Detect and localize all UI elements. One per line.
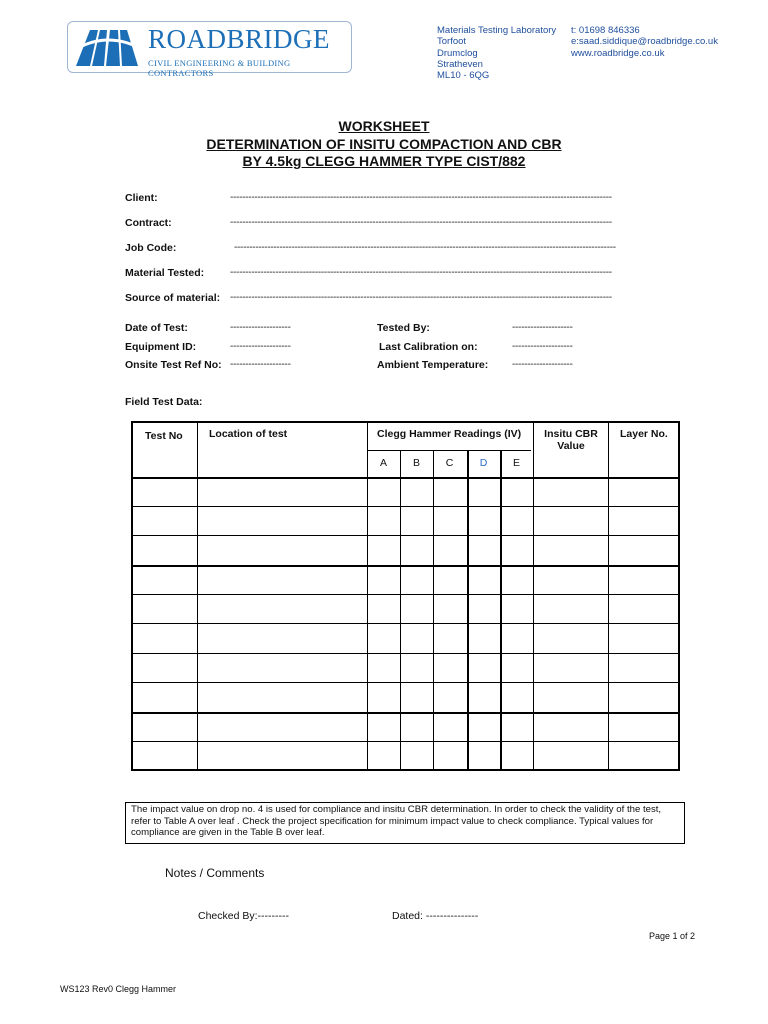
phone: t: 01698 846336 <box>571 25 640 36</box>
material-tested-field[interactable]: ------------------------------------------------------------------------------------------------------------------------------ <box>230 267 612 278</box>
tested-by-label: Tested By: <box>377 322 430 334</box>
subheader-a: A <box>379 457 387 469</box>
logo-subtitle: CIVIL ENGINEERING & BUILDING CONTRACTORS <box>148 58 291 78</box>
header-layer-no: Layer No. <box>620 428 668 440</box>
header-cbr-value: Insitu CBR Value <box>544 428 598 452</box>
col-divider <box>533 423 534 769</box>
address-line: Drumclog <box>437 47 478 59</box>
header-test-no: Test No <box>145 430 183 442</box>
source-field[interactable]: ------------------------------------------------------------------------------------------------------------------------------ <box>230 292 612 303</box>
col-divider <box>197 423 198 769</box>
row-divider <box>133 623 678 624</box>
date-of-test-field[interactable]: -------------------- <box>230 322 291 333</box>
tested-by-field[interactable]: -------------------- <box>512 322 573 333</box>
col-divider <box>367 423 368 769</box>
worksheet-title: WORKSHEET <box>338 118 430 134</box>
ambient-temp-label: Ambient Temperature: <box>377 359 489 371</box>
email-link[interactable]: e:saad.siddique@roadbridge.co.uk <box>571 36 718 48</box>
company-logo <box>67 21 352 78</box>
contact-block <box>571 25 718 59</box>
subheader-e: E <box>512 457 520 469</box>
row-divider <box>133 682 678 683</box>
source-label: Source of material: <box>125 292 221 304</box>
website-link[interactable]: www.roadbridge.co.uk <box>571 47 665 59</box>
material-tested-label: Material Tested: <box>125 267 205 279</box>
last-calibration-field[interactable]: -------------------- <box>512 341 573 352</box>
checked-by-field[interactable]: Checked By:--------- <box>198 910 289 922</box>
subheader-b: B <box>412 457 420 469</box>
contract-field[interactable]: ------------------------------------------------------------------------------------------------------------------------------ <box>230 217 612 228</box>
col-divider <box>400 450 401 769</box>
worksheet-subtitle-2: BY 4.5kg CLEGG HAMMER TYPE CIST/882 <box>242 153 526 169</box>
address-block <box>437 25 556 81</box>
field-test-data-label: Field Test Data: <box>125 396 203 408</box>
col-divider <box>500 450 502 769</box>
row-divider <box>133 477 678 479</box>
col-divider <box>467 450 469 769</box>
row-divider <box>133 712 678 714</box>
dated-field[interactable]: Dated: --------------- <box>392 910 479 922</box>
worksheet-subtitle-1: DETERMINATION OF INSITU COMPACTION AND CBR <box>206 136 562 152</box>
equipment-id-label: Equipment ID: <box>125 341 197 353</box>
onsite-ref-label: Onsite Test Ref No: <box>125 359 222 371</box>
row-divider <box>133 653 678 654</box>
col-divider <box>433 450 434 769</box>
last-calibration-label: Last Calibration on: <box>379 341 478 353</box>
field-test-table <box>131 421 680 771</box>
bridge-logo-icon <box>74 26 144 68</box>
client-label: Client: <box>125 192 158 204</box>
equipment-id-field[interactable]: -------------------- <box>230 341 291 352</box>
row-divider <box>133 565 678 567</box>
address-line: Stratheven <box>437 58 483 70</box>
clegg-subheader-line <box>367 450 531 451</box>
address-line: ML10 - 6QG <box>437 70 490 82</box>
notes-comments-label: Notes / Comments <box>165 866 265 880</box>
page-number: Page 1 of 2 <box>649 931 696 941</box>
logo-title: ROADBRIDGE <box>148 24 331 54</box>
contract-label: Contract: <box>125 217 172 229</box>
row-divider <box>133 741 678 742</box>
ambient-temp-field[interactable]: -------------------- <box>512 359 573 370</box>
row-divider <box>133 594 678 595</box>
header-clegg-readings: Clegg Hammer Readings (IV) <box>377 428 522 440</box>
job-code-label: Job Code: <box>125 242 177 254</box>
date-of-test-label: Date of Test: <box>125 322 188 334</box>
col-divider <box>608 423 609 769</box>
subheader-d: D <box>479 457 488 469</box>
compliance-note: The impact value on drop no. 4 is used for compliance and insitu CBR determination. In order to check the validity of the test, refer to Table A over leaf . Check the project specification for minimum impact value to check compliance. Typical values for compliance are given in the Table B over leaf. <box>125 802 685 844</box>
footer-document-ref: WS123 Rev0 Clegg Hammer <box>60 984 177 994</box>
row-divider <box>133 506 678 507</box>
onsite-ref-field[interactable]: -------------------- <box>230 359 291 370</box>
address-line: Torfoot <box>437 36 467 48</box>
job-code-field[interactable]: ------------------------------------------------------------------------------------------------------------------------------ <box>234 242 616 253</box>
subheader-c: C <box>445 457 454 469</box>
address-line: Materials Testing Laboratory <box>437 25 557 36</box>
client-field[interactable]: ------------------------------------------------------------------------------------------------------------------------------ <box>230 192 612 203</box>
row-divider <box>133 535 678 536</box>
header-location: Location of test <box>209 428 288 440</box>
